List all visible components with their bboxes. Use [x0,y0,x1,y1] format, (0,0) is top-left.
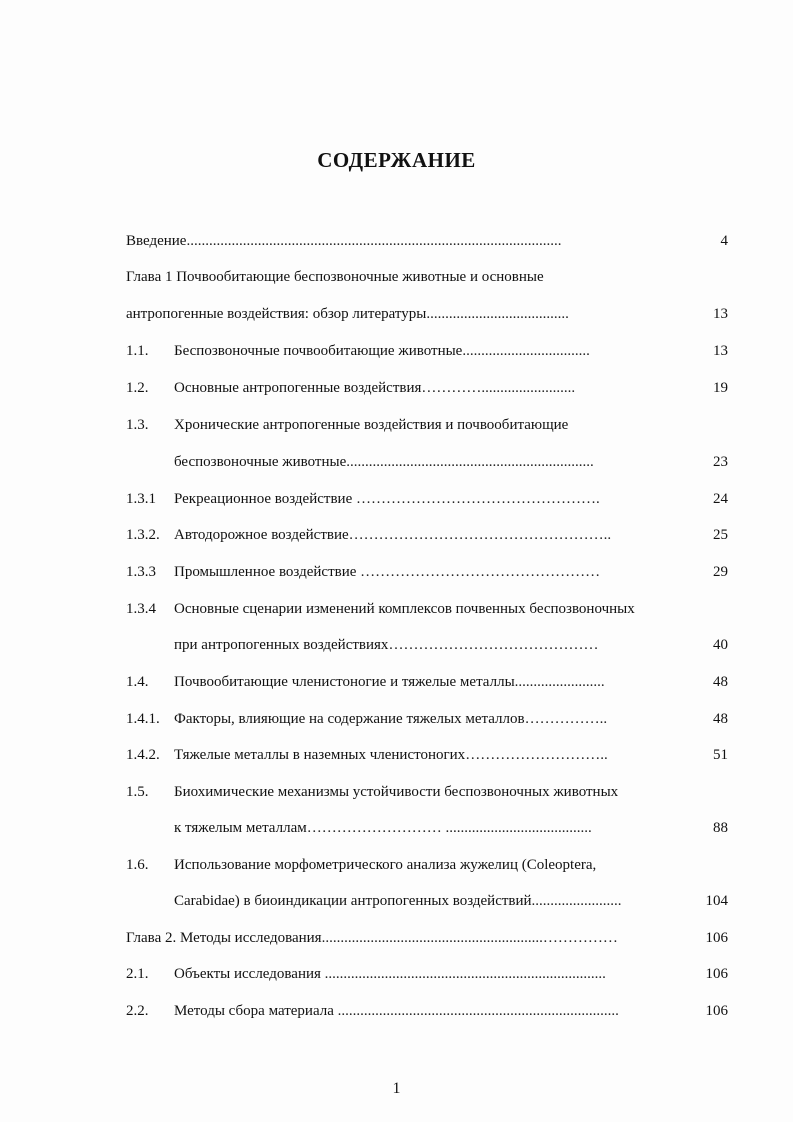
toc-entry-number: 1.3. [126,417,149,433]
toc-page-number: 29 [713,564,728,580]
toc-leader-dots: ........................................................................... [320,966,606,982]
toc-page-number: 48 [713,711,728,727]
toc-leader-dots: …………………………………………. [352,491,600,507]
toc-entry-title: Беспозвоночные почвообитающие животные.................................. [174,343,590,359]
toc-page-number: 25 [713,527,728,543]
toc-entry-title: Объекты исследования ........................................................................... [174,966,606,982]
toc-entry-number: 1.6. [126,857,149,873]
toc-page-number: 104 [705,893,728,909]
toc-leader-dots: ………………………………………… [356,564,601,580]
toc-entry-title: Почвообитающие членистоногие и тяжелые металлы........................ [174,674,605,690]
toc-entry-title: Тяжелые металлы в наземных членистоногих……………………….. [174,747,608,763]
toc-leader-dots: …………….. [524,711,608,727]
toc-entry-title: Хронические антропогенные воздействия и почвообитающие [174,417,569,433]
toc-entry-title: Основные антропогенные воздействия…………......................... [174,380,576,396]
toc-entry-title: Методы сбора материала ........................................................................... [174,1003,619,1019]
toc-entry-title: Промышленное воздействие ………………………………………… [174,564,601,580]
toc-page-number: 106 [705,930,728,946]
toc-leader-dots: ........................................................................... [333,1003,619,1019]
toc-entry-title: Автодорожное воздействие…………………………………………….. [174,527,612,543]
toc-leader-dots: ........................ [514,674,605,690]
toc-page-number: 24 [713,491,728,507]
toc-entry-number: 1.3.4 [126,601,156,617]
toc-entry-title: к тяжелым металлам……………………… ....................................... [174,820,592,836]
toc-entry-number: 1.3.3 [126,564,156,580]
toc-entry-number: 1.3.2. [126,527,160,543]
toc-entry-title: Глава 1 Почвообитающие беспозвоночные животные и основные [126,269,544,285]
toc-entry-title: антропогенные воздействия: обзор литературы...................................... [126,306,569,322]
toc-entry-number: 1.4.1. [126,711,160,727]
toc-entry-title: Введение.................................................................................................... [126,233,562,249]
toc-page-number: 48 [713,674,728,690]
toc-entry-title: Биохимические механизмы устойчивости беспозвоночных животных [174,784,619,800]
toc-entry-number: 1.4.2. [126,747,160,763]
toc-entry-title: Глава 2. Методы исследования...........................................................…………… [126,930,618,946]
toc-leader-dots: ……………………… ....................................... [306,820,592,836]
toc-entry-title: Carabidae) в биоиндикации антропогенных воздействий........................ [174,893,622,909]
page-title: СОДЕРЖАНИЕ [317,148,476,172]
toc-leader-dots: ........................ [531,893,622,909]
toc-page-number: 51 [713,747,728,763]
toc-entry-number: 1.2. [126,380,149,396]
toc-entry-title: беспозвоночные животные.................................................................. [174,454,594,470]
toc-entry-number: 1.1. [126,343,149,359]
toc-leader-dots: .................................................................................................... [186,233,562,249]
toc-leader-dots: …………………………………… [388,637,599,653]
toc-page-number: 23 [713,454,728,470]
toc-leader-dots: .................................................................. [346,454,594,470]
toc-leader-dots: …………………………………………….. [348,527,612,543]
toc-page-number: 13 [713,343,728,359]
toc-entry-title: Рекреационное воздействие …………………………………………. [174,491,600,507]
toc-page-number: 4 [720,233,728,249]
toc-leader-dots: ...........................................................…………… [321,930,618,946]
toc-entry-number: 2.2. [126,1003,149,1019]
toc-page-number: 88 [713,820,728,836]
toc-entry-title: при антропогенных воздействиях…………………………………… [174,637,599,653]
toc-leader-dots: .................................. [462,343,590,359]
toc-entry-number: 1.3.1 [126,491,156,507]
toc-entry-number: 1.5. [126,784,149,800]
toc-entry-number: 2.1. [126,966,149,982]
toc-leader-dots: ...................................... [426,306,569,322]
toc-page-number: 106 [705,1003,728,1019]
toc-leader-dots: ……………………….. [465,747,608,763]
toc-entry-title: Факторы, влияющие на содержание тяжелых металлов…………….. [174,711,608,727]
toc-entry-title: Использование морфометрического анализа жужелиц (Coleoptera, [174,857,597,873]
toc-leader-dots: …………......................... [421,380,576,396]
toc-entry-number: 1.4. [126,674,149,690]
toc-page-number: 40 [713,637,728,653]
toc-page-number: 106 [705,966,728,982]
toc-entry-title: Основные сценарии изменений комплексов почвенных беспозвоночных [174,601,635,617]
toc-page-number: 13 [713,306,728,322]
toc-page-number: 19 [713,380,728,396]
page-number: 1 [392,1080,401,1097]
